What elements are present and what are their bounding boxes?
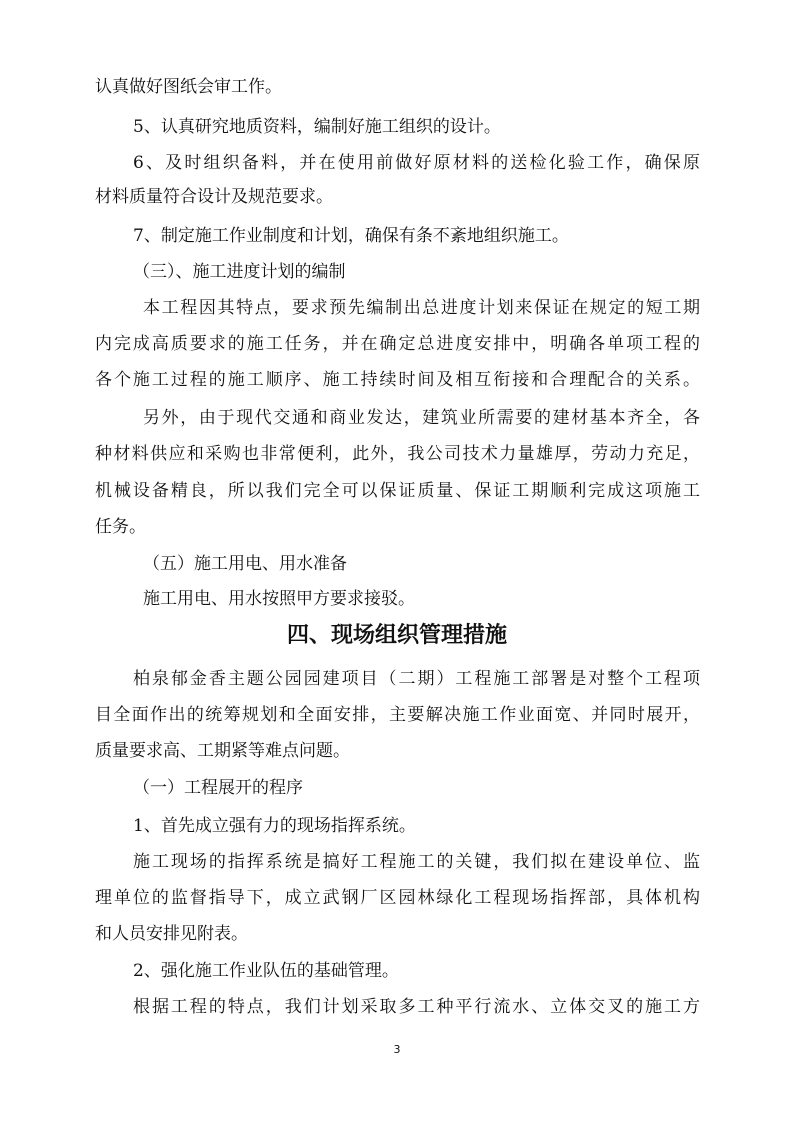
page-number: 3 (393, 1043, 401, 1056)
text-line: 施工现场的指挥系统是搞好工程施工的关键，我们拟在建设单位、监 (133, 852, 700, 872)
section-subheading: （五）施工用电、用水准备 (143, 554, 347, 574)
text-line: 目全面作出的统筹规划和全面安排，主要解决施工作业面宽、并同时展开， (95, 705, 700, 725)
text-line: 另外，由于现代交通和商业发达，建筑业所需要的建材基本齐全，各 (143, 408, 700, 428)
text-line: 理单位的监督指导下，成立武钢厂区园林绿化工程现场指挥部，具体机构 (95, 888, 700, 908)
text-line: 1、首先成立强有力的现场指挥系统。 (133, 816, 416, 836)
text-line: 2、强化施工作业队伍的基础管理。 (133, 961, 399, 981)
text-line: 任务。 (95, 517, 146, 537)
text-line: 认真做好图纸会审工作。 (95, 77, 282, 97)
text-line: 质量要求高、工期紧等难点问题。 (95, 741, 350, 761)
text-line: 各个施工过程的施工顺序、施工持续时间及相互衔接和合理配合的关系。 (95, 370, 700, 390)
section-subheading: （一）工程展开的程序 (133, 778, 303, 798)
text-line: 内完成高质要求的施工任务，并在确定总进度安排中，明确各单项工程的 (95, 334, 700, 354)
section-subheading: （三）、施工进度计划的编制 (133, 262, 346, 282)
text-line: 柏泉郁金香主题公园园建项目（二期）工程施工部署是对整个工程项 (133, 669, 700, 689)
text-line: 6、及时组织备料，并在使用前做好原材料的送检化验工作，确保原 (133, 153, 700, 173)
section-heading: 四、现场组织管理措施 (286, 622, 507, 648)
text-line: 5、认真研究地质资料，编制好施工组织的设计。 (133, 117, 501, 137)
text-line: 7、制定施工作业制度和计划，确保有条不紊地组织施工。 (133, 226, 569, 246)
text-line: 根据工程的特点，我们计划采取多工种平行流水、立体交叉的施工方 (133, 997, 700, 1017)
text-line: 和人员安排见附表。 (95, 924, 248, 944)
text-line: 本工程因其特点，要求预先编制出总进度计划来保证在规定的短工期 (143, 298, 700, 318)
text-line: 材料质量符合设计及规范要求。 (95, 187, 333, 207)
text-line: 机械设备精良，所以我们完全可以保证质量、保证工期顺利完成这项施工 (95, 481, 700, 501)
text-line: 种材料供应和采购也非常便利，此外，我公司技术力量雄厚，劳动力充足， (95, 444, 700, 464)
text-line: 施工用电、用水按照甲方要求接驳。 (143, 589, 415, 609)
